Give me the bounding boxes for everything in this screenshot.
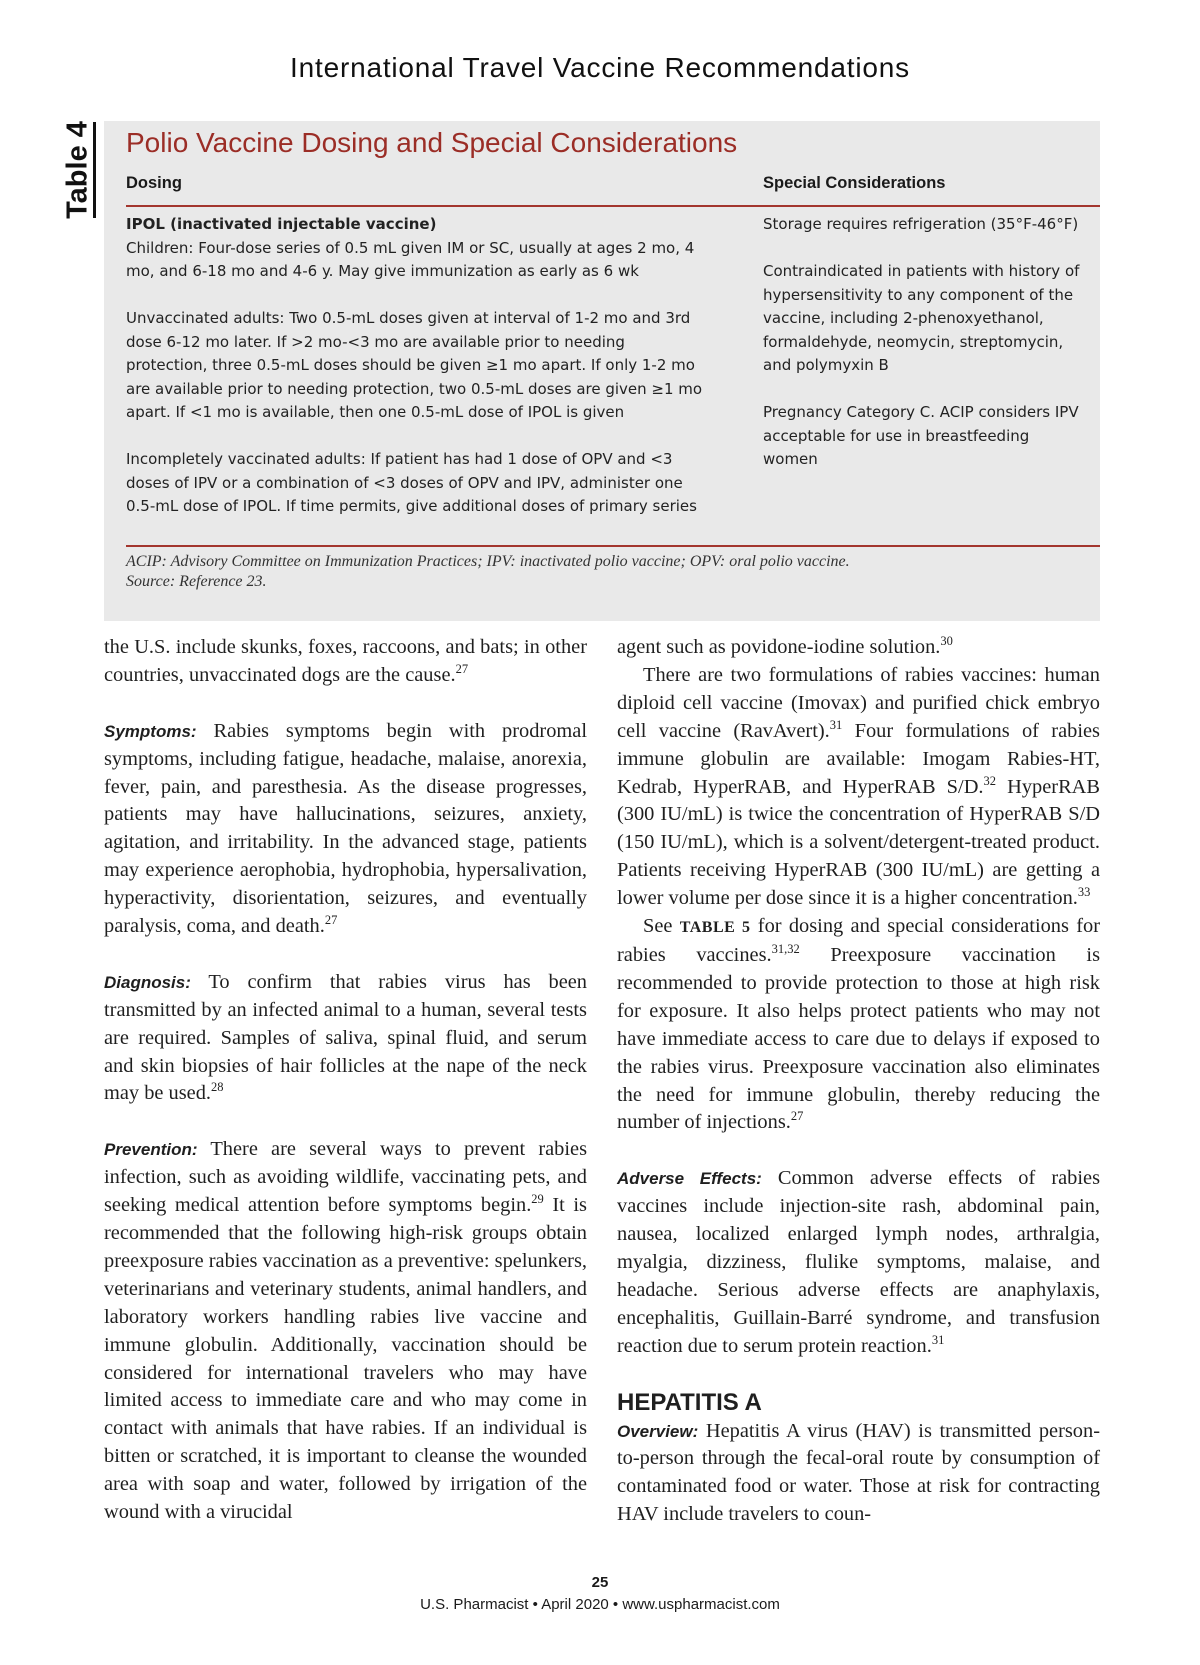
running-header: International Travel Vaccine Recommendations: [290, 52, 910, 83]
ref-superscript: 31: [829, 717, 843, 732]
right-column: [617, 634, 1100, 1529]
formulations-paragraph: There are two formulations of rabies vaccines: human diploid cell vaccine (Imovax) and purified chick embryo cell vaccine (RavAvert).$^{31}$ Four formulations of rabies immune globulin are available: Imogam Rabies-HT, Kedrab, HyperRAB, and HyperRAB S/D.$^{32}$ HyperRAB (300 IU/mL) is twice the concentration of HyperRAB S/D (150 IU/mL), which is a solvent/detergent-treated product. Patients receiving HyperRAB (300 IU/mL) are getting a lower volume per dose since it is a higher concentration.$^{33}$: [617, 663, 1100, 910]
table-label: Table 4: [61, 121, 94, 219]
dosing-incompletely-vaccinated-adults: Incompletely vaccinated adults: If patient has had 1 dose of OPV and <3 doses of IPV or a combination of <3 doses of OPV and IPV, administer one 0.5-mL dose of IPOL. If time permits, give additional doses of primary series: [126, 450, 697, 515]
ref-superscript: 27: [790, 1109, 804, 1124]
footnote-source: Source: Reference 23.: [126, 572, 267, 590]
ref-superscript: 28: [211, 1080, 224, 1095]
column-header-dosing: Dosing: [126, 174, 182, 192]
ref-superscript: 32: [983, 773, 997, 788]
table-header-rule: [126, 205, 1100, 207]
left-column: [104, 634, 587, 1527]
ref-superscript: 31,32: [771, 941, 800, 956]
table5-paragraph: See TABLE 5 for dosing and special considerations for rabies vaccines.$^{31,32}$ Preexposure vaccination is recommended to provide protection to those at high risk for exposure. It also helps protect patients who may not have immediate access to care due to delays if exposed to the rabies virus. Preexposure vaccination also eliminates the need for immune globulin, thereby reducing the number of injections.$^{27}$: [617, 915, 1100, 1134]
adverse-effects-paragraph: Adverse Effects: Common adverse effects of rabies vaccines include injection-site rash, abdominal pain, nausea, localized enlarged lymph nodes, arthralgia, myalgia, dizziness, flulike symptoms, malaise, and headache. Serious adverse effects are anaphylaxis, encephalitis, Guillain-Barré syndrome, and transfusion reaction due to serum protein reaction.$^{31}$: [617, 1167, 1101, 1357]
section-heading-hepatitis-a: HEPATITIS A: [617, 1388, 762, 1416]
pregnancy-note: Pregnancy Category C. ACIP considers IPV acceptable for use in breastfeeding women: [763, 403, 1079, 468]
drug-name: IPOL (inactivated injectable vaccine): [126, 215, 437, 233]
column-header-special-considerations: Special Considerations: [763, 174, 946, 192]
page-number: 25: [591, 1574, 609, 1591]
overview-paragraph: Overview: Hepatitis A virus (HAV) is transmitted person-to-person through the fecal-oral route by consumption of contaminated food or water. Those at risk for contracting HAV include travelers to coun-: [617, 1419, 1100, 1526]
ref-superscript: 30: [940, 634, 953, 648]
dosing-children: Children: Four-dose series of 0.5 mL given IM or SC, usually at ages 2 mo, 4 mo, and 6-18 mo and 4-6 y. May give immunization as early as 6 wk: [126, 238, 695, 280]
table-tab: [58, 120, 98, 220]
diagnosis-paragraph: Diagnosis: To confirm that rabies virus has been transmitted by an infected animal to a human, several tests are required. Samples of saliva, spinal fluid, and serum and skin biopsies of hair follicles at the nape of the neck may be used.$^{28}$: [104, 970, 587, 1105]
diagnosis-label: Diagnosis:: [104, 972, 191, 992]
ref-superscript: 31: [931, 1332, 945, 1347]
table-footer-rule: [126, 545, 1100, 547]
intro-paragraph: the U.S. include skunks, foxes, raccoons, and bats; in other countries, unvaccinated dogs are the cause.$^{27}$: [104, 636, 587, 686]
ref-superscript: 27: [455, 661, 469, 676]
contraindication-note: Contraindicated in patients with history of hypersensitivity to any component of the vaccine, including 2-phenoxyethanol, formaldehyde, neomycin, streptomycin, and polymyxin B: [763, 262, 1080, 374]
ref-superscript: 29: [531, 1192, 544, 1207]
storage-note: Storage requires refrigeration (35°F-46°F): [763, 215, 1079, 233]
table-tab-rule: [93, 122, 96, 218]
ref-superscript: 27: [324, 913, 338, 928]
overview-label: Overview:: [617, 1421, 699, 1441]
table-footnote: [126, 552, 1086, 591]
polio-table: [104, 121, 1100, 621]
publication-footer: U.S. Pharmacist • April 2020 • www.uspharmacist.com: [420, 1596, 780, 1613]
table-title: Polio Vaccine Dosing and Special Considerations: [126, 127, 738, 158]
footnote-abbreviations: ACIP: Advisory Committee on Immunization Practices; IPV: inactivated polio vaccine; OPV: oral polio vaccine.: [126, 553, 850, 570]
ref-superscript: 33: [1077, 885, 1091, 900]
symptoms-label: Symptoms:: [104, 721, 197, 741]
special-considerations-cell: [763, 213, 1085, 472]
dosing-cell: [126, 213, 709, 519]
prevention-paragraph: Prevention: There are several ways to prevent rabies infection, such as avoiding wildlife, vaccinating pets, and seeking medical attention before symptoms begin.$^{29}$ It is recommended that the following high-risk groups obtain preexposure rabies vaccination as a preventive: spelunkers, veterinarians and veterinary students, animal handlers, and laboratory workers handling rabies live vaccine and immune globulin. Additionally, vaccination should be considered for international travelers who may have limited access to immediate care and who may come in contact with animals that have rabies. If an individual is bitten or scratched, it is important to cleanse the wounded area with soap and water, followed by irrigation of the wound with a virucidal: [104, 1138, 588, 1524]
continuation-paragraph: agent such as povidone-iodine solution.$^{30}$: [617, 634, 953, 658]
dosing-unvaccinated-adults: Unvaccinated adults: Two 0.5-mL doses given at interval of 1-2 mo and 3rd dose 6-12 mo later. If >2 mo-<3 mo are available prior to needing protection, three 0.5-mL doses should be given ≥1 mo apart. If only 1-2 mo are available prior to needing protection, two 0.5-mL doses are given ≥1 mo apart. If <1 mo is available, then one 0.5-mL dose of IPOL is given: [126, 309, 703, 421]
symptoms-paragraph: Symptoms: Rabies symptoms begin with prodromal symptoms, including fatigue, headache, malaise, anorexia, fever, pain, and paresthesia. As the disease progresses, patients may have hallucinations, seizures, anxiety, agitation, and irritability. In the advanced stage, patients may experience aerophobia, hydrophobia, hypersalivation, hyperactivity, disorientation, seizures, and eventually paralysis, coma, and death.$^{27}$: [104, 719, 587, 938]
table5-reference[interactable]: TABLE 5: [679, 919, 751, 937]
prevention-label: Prevention:: [104, 1140, 198, 1160]
adverse-effects-label: Adverse Effects:: [617, 1169, 762, 1189]
